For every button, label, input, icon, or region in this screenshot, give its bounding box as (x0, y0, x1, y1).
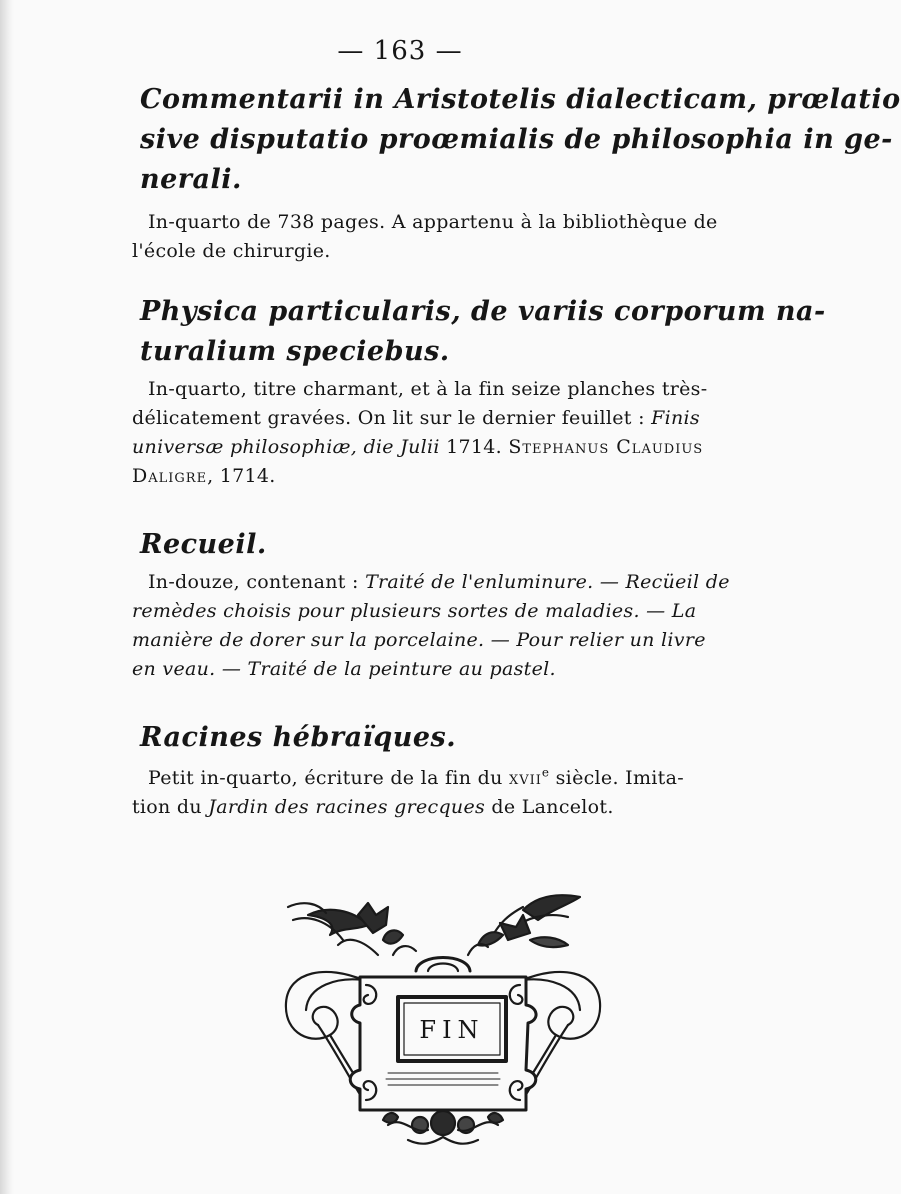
desc-line: en veau. — Traité de la peinture au pastel. (132, 658, 556, 680)
desc-text: délicatement gravées. On lit sur le dernier feuillet : (132, 407, 652, 429)
desc-smallcaps: Stephanus Claudius (508, 436, 704, 458)
entry-desc-physica (132, 375, 757, 491)
desc-line (132, 793, 757, 822)
fin-label: FIN (419, 1016, 485, 1044)
entry-desc-commentarii (132, 208, 757, 266)
entry-title-commentarii (140, 80, 901, 200)
desc-smallcaps: xvii (508, 767, 542, 789)
page-edge-shadow (0, 0, 14, 1194)
title-line: nerali. (140, 164, 242, 195)
title-line: Physica particularis, de variis corporum na- (140, 296, 826, 327)
foliage-cartouche-icon (268, 885, 618, 1165)
desc-italic: Finis (651, 407, 700, 429)
desc-line: remèdes choisis pour plusieurs sortes de maladies. — La (132, 600, 697, 622)
desc-line: l'école de chirurgie. (132, 240, 331, 262)
title-line: Recueil. (140, 529, 267, 560)
desc-superscript: e (541, 765, 550, 780)
desc-text: , 1714. (207, 465, 276, 487)
entry-title-physica (140, 292, 826, 372)
desc-line (132, 764, 757, 793)
title-line: Commentarii in Aristotelis dialecticam, prœlatio (140, 84, 901, 115)
desc-text: tion du (132, 796, 209, 818)
desc-line (132, 404, 757, 433)
desc-text: Petit in-quarto, écriture de la fin du (148, 767, 509, 789)
desc-text: siècle. Imita- (549, 767, 684, 789)
title-line: turalium speciebus. (140, 336, 450, 367)
title-line: sive disputatio proœmialis de philosophia in ge- (140, 124, 893, 155)
desc-text: 1714. (439, 436, 509, 458)
desc-italic: Traité de l'enluminure. — Recüeil de (365, 571, 730, 593)
desc-italic: universæ philosophiæ, die Julii (132, 436, 440, 458)
entry-title-recueil (140, 525, 760, 565)
desc-line: manière de dorer sur la porcelaine. — Pour relier un livre (132, 629, 706, 651)
desc-line (132, 568, 757, 597)
page-number: — 163 — (337, 36, 463, 66)
desc-line (132, 462, 757, 491)
desc-line: In-quarto de 738 pages. A appartenu à la bibliothèque de (148, 211, 718, 233)
entry-desc-recueil (132, 568, 757, 684)
desc-text: de Lancelot. (485, 796, 614, 818)
entry-title-racines (140, 718, 760, 758)
desc-text: In-douze, contenant : (148, 571, 366, 593)
desc-italic: Jardin des racines grecques (208, 796, 486, 818)
desc-line (132, 433, 757, 462)
desc-smallcaps: Daligre (132, 465, 208, 487)
title-line: Racines hébraïques. (140, 722, 457, 753)
desc-line: In-quarto, titre charmant, et à la fin seize planches très- (148, 378, 708, 400)
entry-desc-racines (132, 764, 757, 822)
